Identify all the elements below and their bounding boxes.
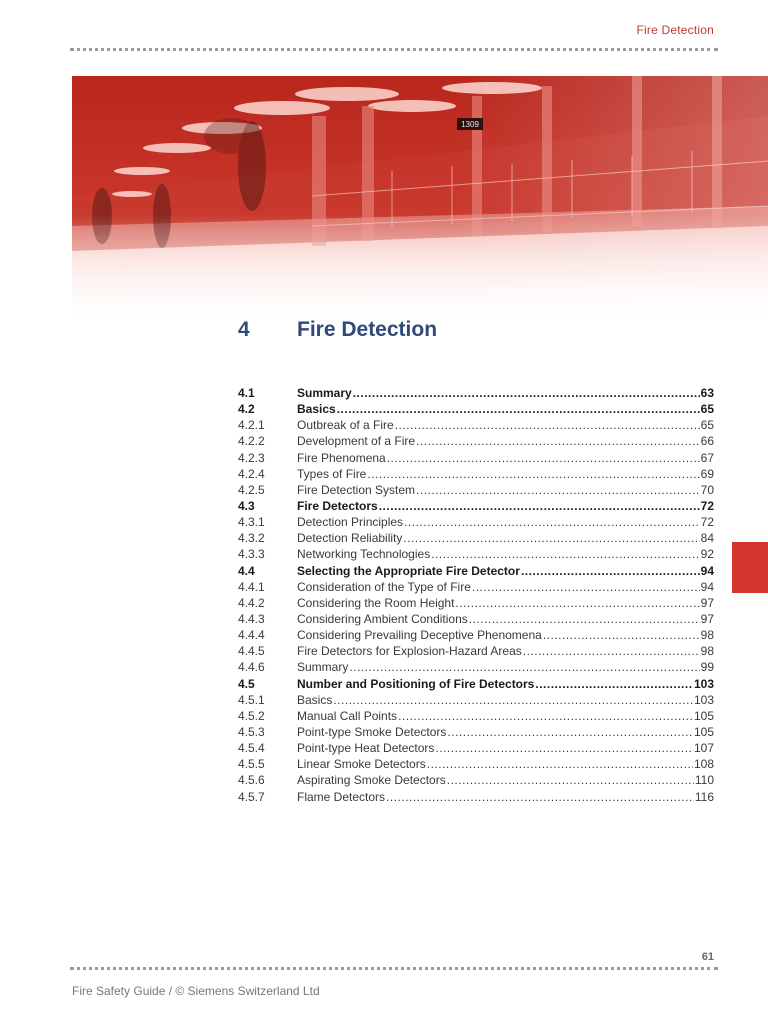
- footer-divider: [70, 967, 718, 970]
- toc-entry-page: 116: [694, 789, 714, 804]
- toc-entry-page: 69: [700, 466, 714, 481]
- toc-entry-page: 97: [700, 595, 714, 610]
- chapter-heading: [238, 318, 437, 342]
- toc-entry-title: Flame Detectors: [297, 789, 386, 804]
- toc-entry-page: 84: [700, 531, 714, 546]
- toc-leader-dots: [416, 434, 700, 448]
- toc-entry-number: 4.4.2: [238, 595, 265, 610]
- footer-text: Fire Safety Guide / © Siemens Switzerland Ltd: [72, 984, 320, 998]
- toc-entry[interactable]: [238, 757, 714, 773]
- toc-leader-dots: [455, 596, 699, 610]
- toc-leader-dots: [521, 564, 700, 578]
- toc-entry-number: 4.2.2: [238, 434, 265, 449]
- chapter-number: 4: [238, 318, 250, 341]
- toc-entry-number: 4.4.6: [238, 660, 265, 675]
- toc-entry[interactable]: [238, 515, 714, 531]
- toc-entry-title: Consideration of the Type of Fire: [297, 579, 471, 594]
- toc-entry-number: 4.4.5: [238, 644, 265, 659]
- toc-leader-dots: [367, 467, 699, 481]
- toc-entry-title: Point-type Heat Detectors: [297, 741, 435, 756]
- toc-leader-dots: [387, 451, 700, 465]
- toc-entry[interactable]: [238, 386, 714, 402]
- toc-entry-page: 72: [700, 515, 714, 530]
- toc-entry[interactable]: [238, 693, 714, 709]
- toc-entry-page: 63: [700, 386, 714, 400]
- toc-entry-page: 70: [700, 482, 714, 497]
- toc-leader-dots: [523, 644, 700, 658]
- toc-leader-dots: [386, 790, 694, 804]
- toc-entry-title: Selecting the Appropriate Fire Detector: [297, 563, 520, 578]
- toc-entry-page: 99: [700, 660, 714, 675]
- toc-entry-number: 4.3.3: [238, 547, 265, 562]
- toc-entry[interactable]: [238, 596, 714, 612]
- toc-entry[interactable]: [238, 499, 714, 515]
- toc-entry-page: 94: [700, 579, 714, 594]
- toc-entry-number: 4.4.1: [238, 579, 265, 594]
- toc-entry-page: 107: [693, 741, 714, 756]
- toc-entry-title: Types of Fire: [297, 466, 367, 481]
- toc-entry-title: Considering Ambient Conditions: [297, 611, 468, 626]
- toc-entry-title: Basics: [297, 402, 336, 417]
- toc-entry-page: 105: [693, 724, 714, 739]
- toc-leader-dots: [543, 628, 700, 642]
- toc-entry[interactable]: [238, 660, 714, 676]
- toc-entry-page: 98: [700, 644, 714, 659]
- toc-entry-title: Development of a Fire: [297, 434, 416, 449]
- toc-entry-title: Fire Detection System: [297, 482, 416, 497]
- toc-entry-number: 4.5.2: [238, 708, 265, 723]
- toc-entry[interactable]: [238, 628, 714, 644]
- chapter-title: Fire Detection: [297, 318, 438, 341]
- toc-entry-number: 4.4.4: [238, 628, 265, 643]
- toc-entry-number: 4.3.1: [238, 515, 265, 530]
- toc-entry-number: 4.4.3: [238, 611, 265, 626]
- toc-leader-dots: [353, 386, 700, 400]
- toc-entry[interactable]: [238, 547, 714, 563]
- toc-entry[interactable]: [238, 402, 714, 418]
- toc-entry-page: 98: [700, 628, 714, 643]
- toc-entry[interactable]: [238, 467, 714, 483]
- toc-leader-dots: [472, 580, 700, 594]
- toc-entry[interactable]: [238, 483, 714, 499]
- toc-leader-dots: [404, 515, 700, 529]
- toc-leader-dots: [447, 725, 693, 739]
- toc-entry[interactable]: [238, 564, 714, 580]
- toc-entry-number: 4.3.2: [238, 531, 265, 546]
- toc-entry-title: Aspirating Smoke Detectors: [297, 773, 446, 788]
- toc-entry-number: 4.2.3: [238, 450, 265, 465]
- toc-entry-page: 105: [693, 708, 714, 723]
- toc-entry-number: 4.5.4: [238, 741, 265, 756]
- toc-leader-dots: [395, 418, 700, 432]
- toc-entry-page: 94: [700, 563, 714, 578]
- page-number: 61: [701, 951, 714, 963]
- toc-entry[interactable]: [238, 741, 714, 757]
- toc-entry[interactable]: [238, 644, 714, 660]
- toc-leader-dots: [379, 499, 700, 513]
- toc-entry-page: 72: [700, 498, 714, 513]
- toc-entry-number: 4.5.6: [238, 773, 265, 788]
- toc-leader-dots: [435, 741, 693, 755]
- toc-leader-dots: [398, 709, 693, 723]
- toc-entry-number: 4.5.3: [238, 724, 265, 739]
- toc-entry-title: Considering Prevailing Deceptive Phenomena: [297, 628, 542, 643]
- toc-leader-dots: [349, 660, 699, 674]
- hero-image: [72, 76, 768, 326]
- toc-entry[interactable]: [238, 451, 714, 467]
- toc-entry-page: 67: [700, 450, 714, 465]
- toc-entry-title: Number and Positioning of Fire Detectors: [297, 676, 535, 691]
- toc-entry[interactable]: [238, 790, 714, 806]
- toc-entry-page: 66: [700, 434, 714, 449]
- header-divider: [70, 48, 718, 51]
- toc-entry[interactable]: [238, 434, 714, 450]
- toc-entry-number: 4.5: [238, 676, 255, 691]
- toc-leader-dots: [447, 773, 694, 787]
- toc-entry-page: 97: [700, 611, 714, 626]
- toc-entry-page: 65: [700, 402, 714, 417]
- toc-entry[interactable]: [238, 531, 714, 547]
- toc-entry-page: 92: [700, 547, 714, 562]
- toc-entry[interactable]: [238, 773, 714, 789]
- running-header: Fire Detection: [636, 23, 714, 37]
- toc-entry[interactable]: [238, 580, 714, 596]
- toc-entry-title: Detection Principles: [297, 515, 404, 530]
- toc-entry-page: 103: [693, 692, 714, 707]
- toc-entry-number: 4.4: [238, 563, 255, 578]
- toc-entry-title: Basics: [297, 692, 333, 707]
- toc-entry[interactable]: [238, 725, 714, 741]
- toc-entry-title: Fire Detectors: [297, 498, 378, 513]
- table-of-contents: [238, 386, 714, 806]
- toc-entry-number: 4.2.5: [238, 482, 265, 497]
- toc-entry-title: Fire Phenomena: [297, 450, 386, 465]
- toc-entry-number: 4.5.5: [238, 757, 265, 772]
- toc-leader-dots: [535, 677, 693, 691]
- toc-entry[interactable]: [238, 612, 714, 628]
- toc-leader-dots: [469, 612, 700, 626]
- toc-leader-dots: [427, 757, 693, 771]
- toc-entry-number: 4.5.1: [238, 692, 265, 707]
- toc-entry-title: Fire Detectors for Explosion-Hazard Areas: [297, 644, 522, 659]
- toc-entry-title: Considering the Room Height: [297, 595, 455, 610]
- toc-entry-page: 108: [693, 757, 714, 772]
- chapter-thumb-tab: [732, 542, 768, 593]
- toc-leader-dots: [337, 402, 700, 416]
- toc-entry-page: 103: [693, 676, 714, 691]
- toc-entry-title: Networking Technologies: [297, 547, 431, 562]
- toc-entry-title: Outbreak of a Fire: [297, 418, 394, 433]
- toc-entry[interactable]: [238, 677, 714, 693]
- toc-leader-dots: [333, 693, 693, 707]
- toc-entry[interactable]: [238, 709, 714, 725]
- toc-entry-title: Summary: [297, 386, 352, 400]
- toc-entry-title: Detection Reliability: [297, 531, 403, 546]
- toc-entry[interactable]: [238, 418, 714, 434]
- toc-entry-title: Linear Smoke Detectors: [297, 757, 426, 772]
- toc-entry-page: 110: [694, 773, 714, 788]
- toc-entry-title: Summary: [297, 660, 349, 675]
- toc-entry-title: Point-type Smoke Detectors: [297, 724, 447, 739]
- toc-leader-dots: [431, 547, 699, 561]
- toc-entry-number: 4.1: [238, 386, 255, 400]
- toc-entry-title: Manual Call Points: [297, 708, 398, 723]
- toc-leader-dots: [416, 483, 700, 497]
- toc-entry-page: 65: [700, 418, 714, 433]
- toc-entry-number: 4.2.1: [238, 418, 265, 433]
- toc-entry-number: 4.3: [238, 498, 255, 513]
- toc-leader-dots: [403, 531, 699, 545]
- toc-entry-number: 4.2.4: [238, 466, 265, 481]
- toc-entry-number: 4.5.7: [238, 789, 265, 804]
- toc-entry-number: 4.2: [238, 402, 255, 417]
